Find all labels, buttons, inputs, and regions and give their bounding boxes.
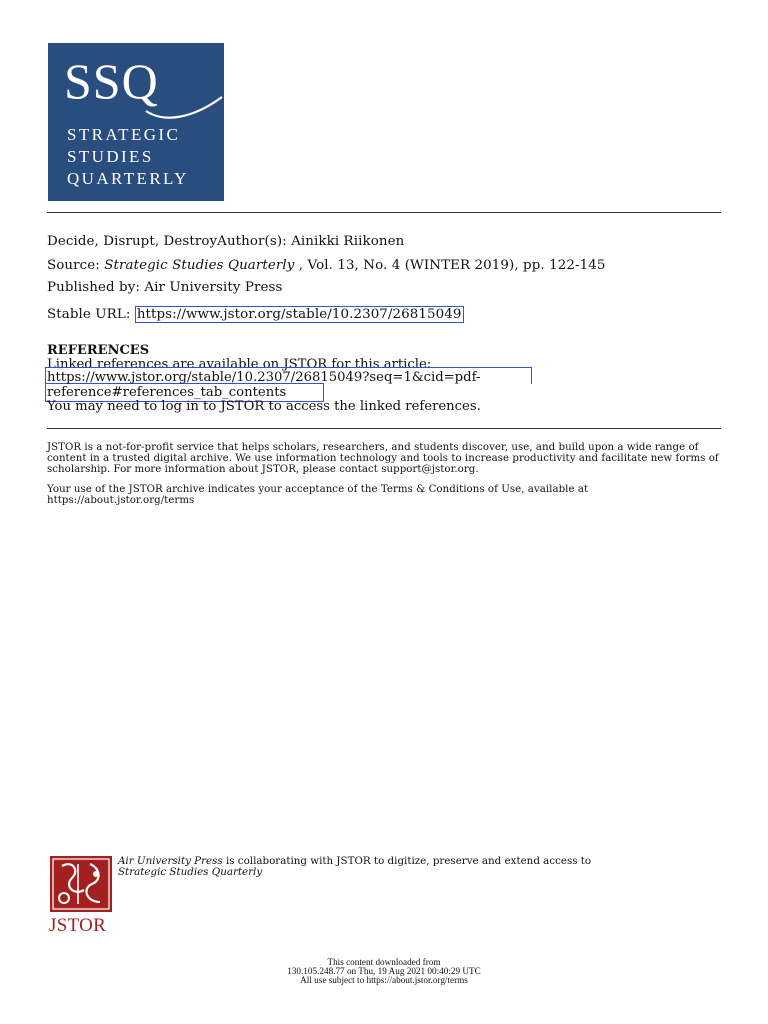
ssq-logo-mark: SSQ xyxy=(64,53,159,109)
footer-line-3: All use subject to https://about.jstor.org/terms xyxy=(300,975,468,985)
top-divider xyxy=(47,212,721,213)
collaboration-text xyxy=(118,856,591,878)
article-title-line: Decide, Disrupt, DestroyAuthor(s): Ainikki Riikonen xyxy=(47,234,405,249)
ssq-logo-line-2: STUDIES xyxy=(67,147,154,166)
stable-url-label: Stable URL: xyxy=(47,307,135,322)
jstor-ornament-icon xyxy=(50,856,112,912)
middle-divider xyxy=(47,428,721,429)
stable-url-link[interactable]: https://www.jstor.org/stable/10.2307/26815049 xyxy=(136,307,462,322)
jstor-wordmark: JSTOR xyxy=(49,915,107,936)
source-line xyxy=(47,257,605,274)
references-heading: REFERENCES xyxy=(47,343,150,358)
ssq-swash-icon xyxy=(144,83,224,123)
collaboration-statement: is collaborating with JSTOR to digitize, preserve and extend access to xyxy=(222,855,592,867)
ssq-logo xyxy=(48,43,224,201)
stable-url-line xyxy=(47,306,464,323)
jstor-notice-paragraph: JSTOR is a not-for-profit service that helps scholars, researchers, and students discover, use, and build upon a wide range of content in a trusted digital archive. We use information technology and tools to increase productivity and facilitate new forms of scholarship. For more information about JSTOR, please contact support@jstor.org. xyxy=(47,442,719,475)
references-link-part-2[interactable]: reference#references_tab_contents xyxy=(47,385,287,400)
terms-paragraph: Your use of the JSTOR archive indicates your acceptance of the Terms & Conditions of Use, available at https://about.jstor.org/terms xyxy=(47,484,589,506)
login-note: You may need to log in to JSTOR to access the linked references. xyxy=(47,399,481,414)
collaboration-publisher: Air University Press xyxy=(118,855,223,867)
ssq-logo-line-3: QUARTERLY xyxy=(67,169,189,188)
ssq-logo-line-1: STRATEGIC xyxy=(67,125,181,144)
footer-line-2: 130.105.248.77 on Thu, 19 Aug 2021 00:40:29 UTC xyxy=(287,966,481,976)
source-journal: Strategic Studies Quarterly xyxy=(104,258,295,273)
source-prefix: Source: xyxy=(47,258,105,273)
publisher-line: Published by: Air University Press xyxy=(47,280,283,295)
source-details: , Vol. 13, No. 4 (WINTER 2019), pp. 122-145 xyxy=(294,258,606,273)
references-link-part-1[interactable]: https://www.jstor.org/stable/10.2307/26815049?seq=1&cid=pdf- xyxy=(47,370,481,385)
footer-line-1: This content downloaded from xyxy=(327,957,441,967)
collaboration-journal: Strategic Studies Quarterly xyxy=(118,866,263,878)
references-available-text: Linked references are available on JSTOR for this article: xyxy=(47,357,432,372)
